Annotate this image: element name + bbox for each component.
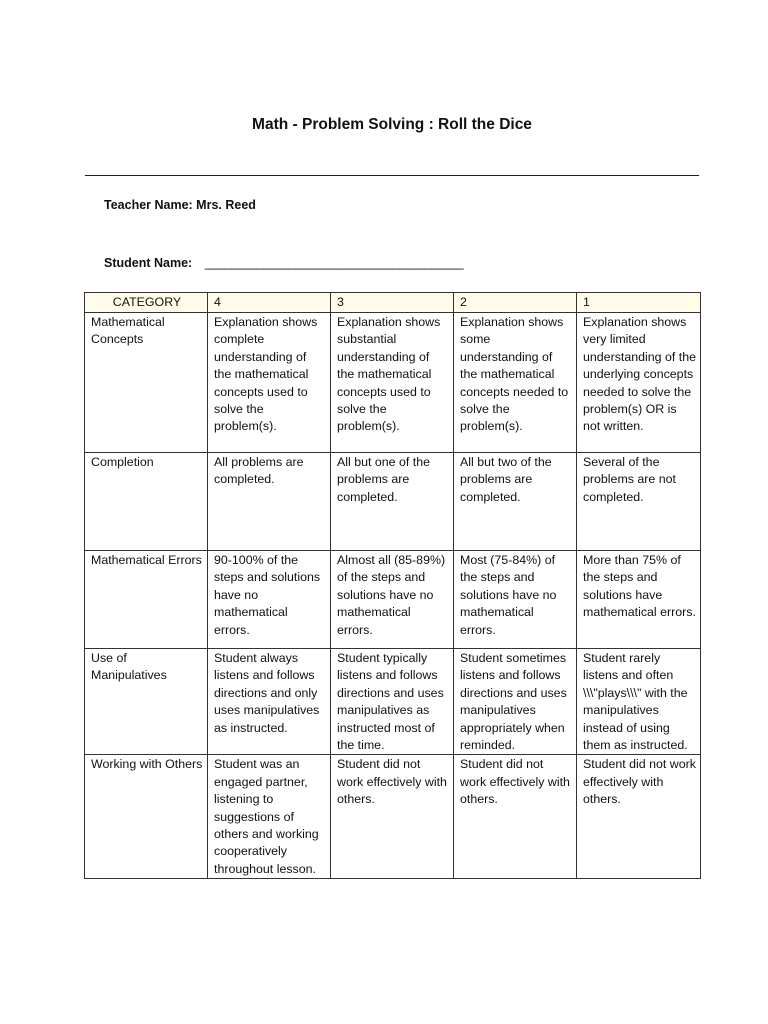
student-name-field bbox=[104, 256, 464, 270]
rubric-header-row bbox=[85, 293, 701, 313]
document-title: Math - Problem Solving : Roll the Dice bbox=[252, 116, 532, 133]
header-score-3: 3 bbox=[331, 293, 454, 313]
table-row-working-with-others bbox=[85, 755, 701, 879]
rubric-cell: Student did not work effectively with others. bbox=[577, 755, 701, 879]
rubric-cell: Student did not work effectively with others. bbox=[454, 755, 577, 879]
rubric-table bbox=[84, 292, 701, 879]
table-row-mathematical-concepts bbox=[85, 313, 701, 453]
table-row-completion bbox=[85, 453, 701, 551]
row-category: Mathematical Errors bbox=[85, 551, 208, 649]
rubric-cell: Student always listens and follows directions and only uses manipulatives as instructed. bbox=[208, 649, 331, 755]
rubric-cell: Several of the problems are not completed. bbox=[577, 453, 701, 551]
header-score-2: 2 bbox=[454, 293, 577, 313]
row-category: Mathematical Concepts bbox=[85, 313, 208, 453]
rubric-cell: Most (75-84%) of the steps and solutions have no mathematical errors. bbox=[454, 551, 577, 649]
table-row-mathematical-errors bbox=[85, 551, 701, 649]
row-category: Completion bbox=[85, 453, 208, 551]
header-score-4: 4 bbox=[208, 293, 331, 313]
rubric-cell: Student was an engaged partner, listening to suggestions of others and working cooperatively throughout lesson. bbox=[208, 755, 331, 879]
rubric-cell: All problems are completed. bbox=[208, 453, 331, 551]
rubric-cell: More than 75% of the steps and solutions have mathematical errors. bbox=[577, 551, 701, 649]
row-category: Working with Others bbox=[85, 755, 208, 879]
header-score-1: 1 bbox=[577, 293, 701, 313]
row-category: Use of Manipulatives bbox=[85, 649, 208, 755]
rubric-cell: Almost all (85-89%) of the steps and solutions have no mathematical errors. bbox=[331, 551, 454, 649]
teacher-name: Teacher Name: Mrs. Reed bbox=[104, 198, 256, 212]
rubric-cell: Student sometimes listens and follows directions and uses manipulatives appropriately when reminded. bbox=[454, 649, 577, 755]
rubric-cell: All but one of the problems are completed. bbox=[331, 453, 454, 551]
rubric-cell: All but two of the problems are completed. bbox=[454, 453, 577, 551]
rubric-cell: 90-100% of the steps and solutions have no mathematical errors. bbox=[208, 551, 331, 649]
rubric-cell: Student rarely listens and often \\\"plays\\\" with the manipulatives instead of using them as instructed. bbox=[577, 649, 701, 755]
rubric-cell: Explanation shows very limited understanding of the underlying concepts needed to solve the problem(s) OR is not written. bbox=[577, 313, 701, 453]
student-name-label: Student Name: bbox=[104, 256, 193, 270]
rubric-cell: Student did not work effectively with others. bbox=[331, 755, 454, 879]
rubric-cell: Explanation shows substantial understanding of the mathematical concepts used to solve the problem(s). bbox=[331, 313, 454, 453]
table-row-use-of-manipulatives bbox=[85, 649, 701, 755]
rubric-cell: Student typically listens and follows directions and uses manipulatives as instructed most of the time. bbox=[331, 649, 454, 755]
rubric-cell: Explanation shows some understanding of the mathematical concepts needed to solve the problem(s). bbox=[454, 313, 577, 453]
rubric-cell: Explanation shows complete understanding of the mathematical concepts used to solve the problem(s). bbox=[208, 313, 331, 453]
student-name-blank: ________________________________________ bbox=[205, 256, 464, 270]
header-category: CATEGORY bbox=[85, 293, 208, 313]
title-divider bbox=[85, 175, 699, 176]
